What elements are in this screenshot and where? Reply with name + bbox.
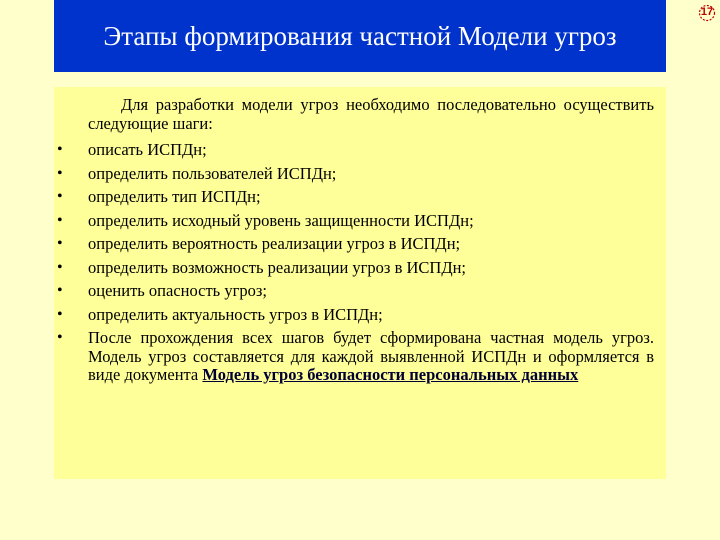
list-item	[54, 188, 654, 207]
bullet-icon: •	[57, 258, 63, 276]
page-number: 17	[700, 6, 714, 18]
slide-title: Этапы формирования частной Модели угроз	[103, 20, 617, 51]
step-text: описать ИСПДн;	[88, 140, 207, 159]
step-text: определить исходный уровень защищенности ИСПДн;	[88, 210, 474, 230]
bullet-icon: •	[57, 329, 63, 346]
list-item	[54, 212, 654, 231]
content-panel	[54, 87, 666, 479]
list-item	[54, 165, 654, 184]
title-bar	[54, 0, 666, 72]
bullet-icon: •	[57, 141, 63, 158]
bullet-icon: •	[57, 305, 63, 323]
step-text: определить возможность реализации угроз в ИСПДн;	[88, 257, 466, 277]
bullet-icon: •	[57, 211, 63, 229]
list-item	[54, 259, 654, 278]
page-number-badge	[697, 3, 717, 23]
list-item	[54, 141, 654, 160]
list-item	[54, 282, 654, 301]
final-list-item	[54, 329, 654, 385]
document-link[interactable]: Модель угроз безопасности персональных данных	[202, 365, 579, 384]
bullet-icon: •	[57, 235, 63, 252]
step-text: оценить опасность угроз;	[88, 281, 267, 300]
intro-text: Для разработки модели угроз необходимо последовательно осуществить следующие шаги:	[88, 95, 654, 133]
steps-list	[54, 141, 654, 390]
list-item	[54, 235, 654, 254]
list-item	[54, 306, 654, 325]
bullet-icon: •	[57, 164, 63, 182]
bullet-icon: •	[57, 188, 63, 205]
bullet-icon: •	[57, 282, 63, 299]
step-text: определить актуальность угроз в ИСПДн;	[88, 304, 383, 324]
step-text: определить тип ИСПДн;	[88, 187, 261, 206]
step-text: определить пользователей ИСПДн;	[88, 163, 337, 183]
final-text: После прохождения всех шагов будет сформирована частная модель угроз. Модель угроз составляется для каждой выявленной ИСПДн и оформляется в виде документа	[88, 328, 654, 384]
step-text: определить вероятность реализации угроз в ИСПДн;	[88, 234, 461, 253]
